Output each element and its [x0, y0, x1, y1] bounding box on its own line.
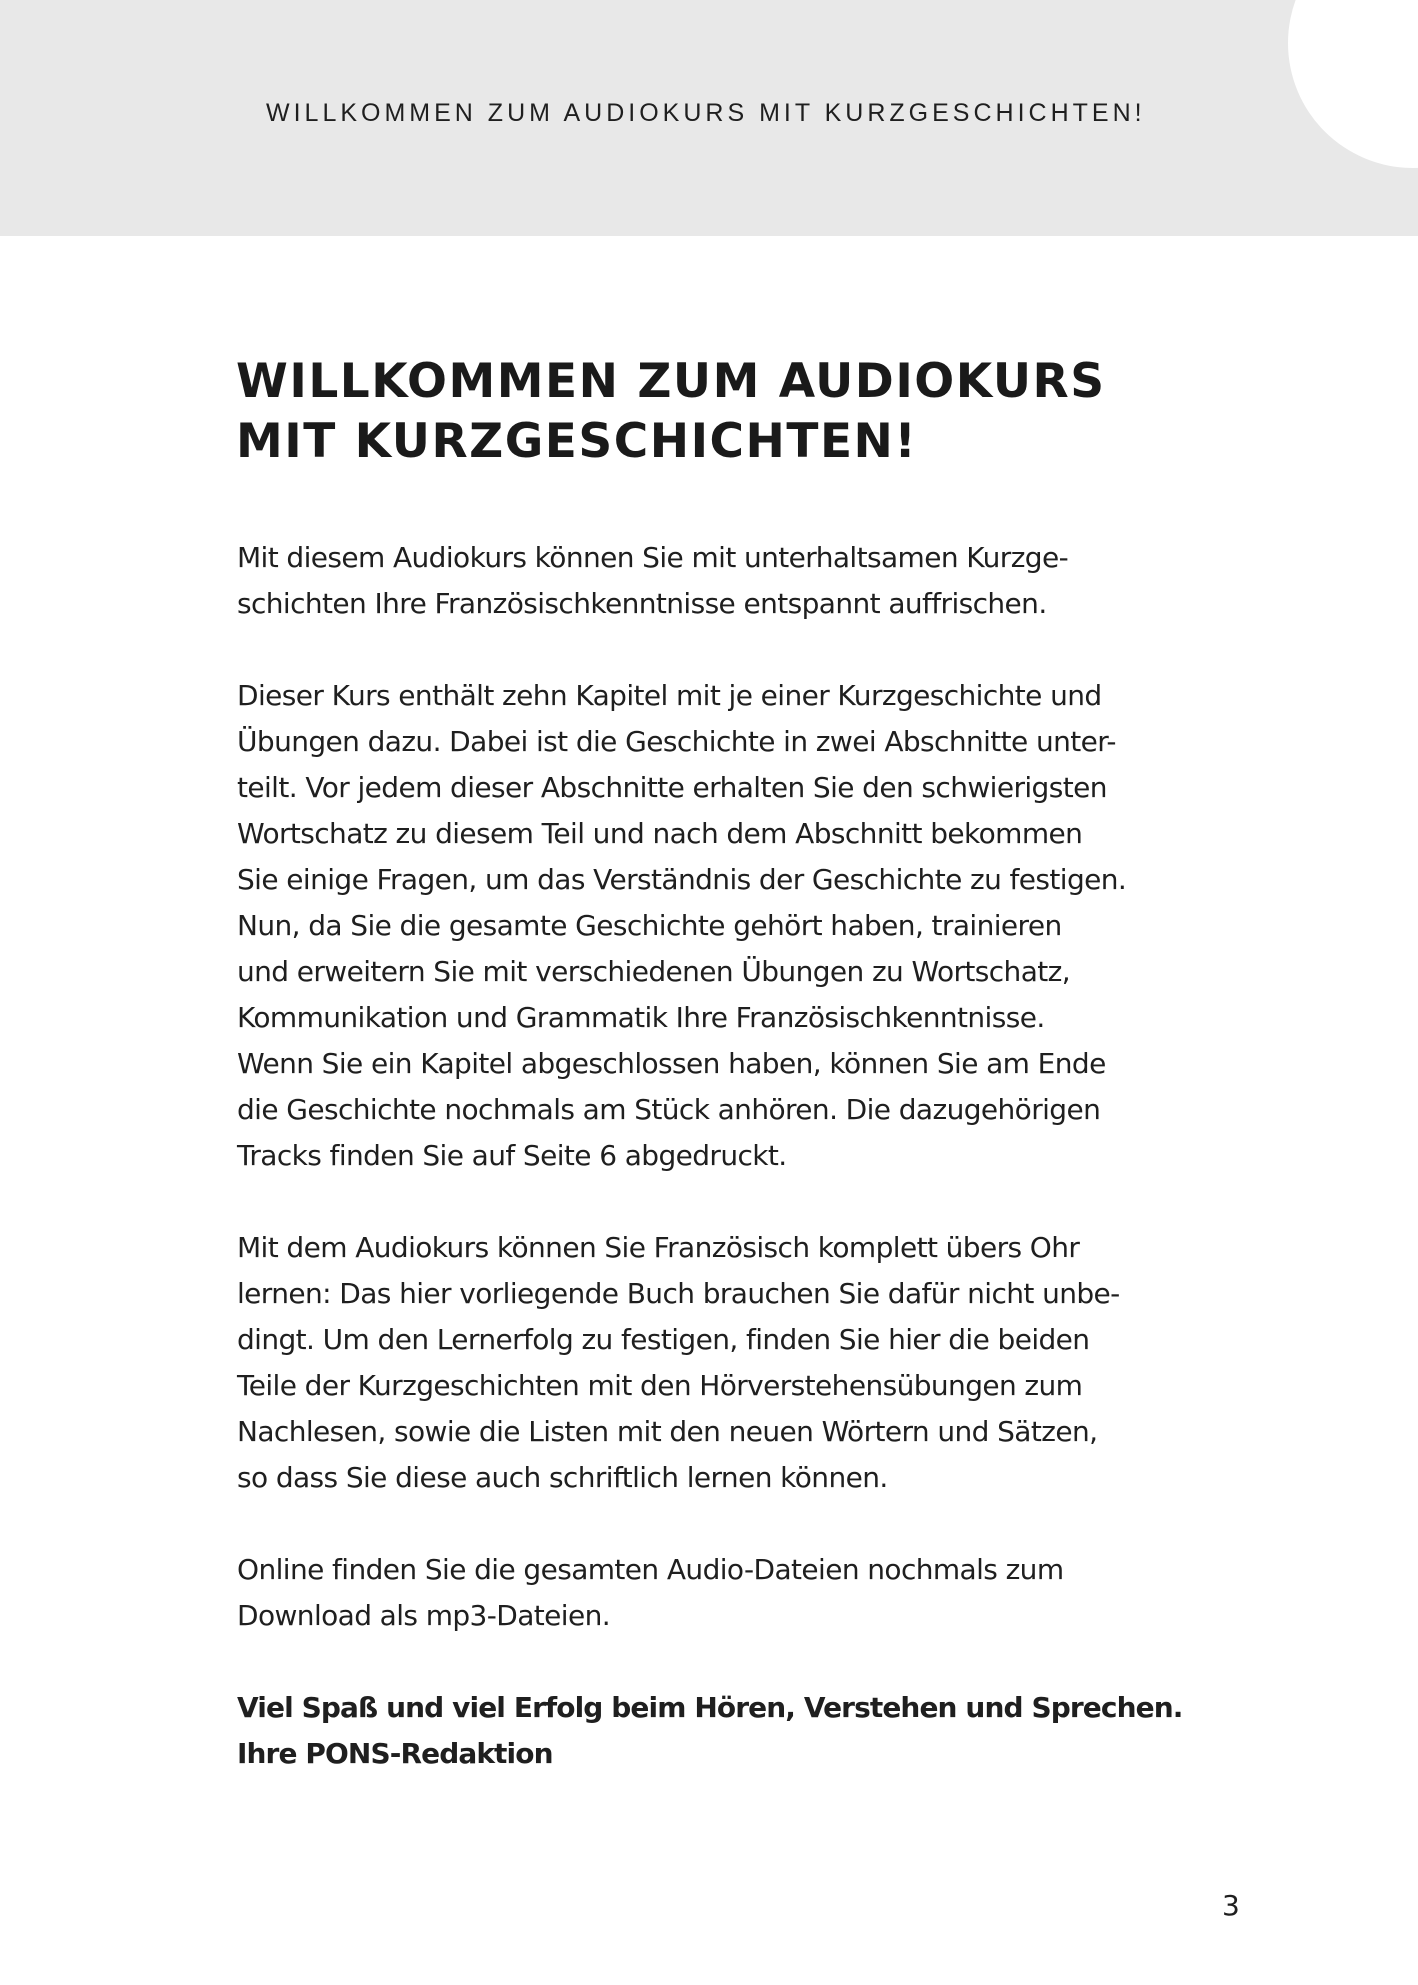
text-line: Dieser Kurs enthält zehn Kapitel mit je einer Kurzgeschichte und — [237, 679, 1102, 712]
page-number: 3 — [1222, 1889, 1240, 1922]
text-line: Nachlesen, sowie die Listen mit den neuen Wörtern und Sätzen, — [237, 1415, 1098, 1448]
running-head: WILLKOMMEN ZUM AUDIOKURS MIT KURZGESCHICHTEN! — [266, 99, 1146, 127]
text-line: Online finden Sie die gesamten Audio-Dateien nochmals zum — [237, 1553, 1064, 1586]
page-title — [236, 352, 1236, 472]
text-line: dingt. Um den Lernerfolg zu festigen, finden Sie hier die beiden — [237, 1323, 1090, 1356]
paragraph-learning-by-ear — [237, 1225, 1237, 1501]
text-line: Sie einige Fragen, um das Verständnis der Geschichte zu festigen. — [237, 863, 1127, 896]
text-line: Mit dem Audiokurs können Sie Französisch komplett übers Ohr — [237, 1231, 1080, 1264]
text-line: Kommunikation und Grammatik Ihre Französischkenntnisse. — [237, 1001, 1045, 1034]
paragraph-intro — [237, 535, 1237, 627]
closing-signature — [237, 1685, 1237, 1777]
text-line: Wortschatz zu diesem Teil und nach dem Abschnitt bekommen — [237, 817, 1083, 850]
page-title-line: WILLKOMMEN ZUM AUDIOKURS — [236, 354, 1106, 409]
text-line: Mit diesem Audiokurs können Sie mit unterhaltsamen Kurzge- — [237, 541, 1069, 574]
text-line: schichten Ihre Französischkenntnisse entspannt auffrischen. — [237, 587, 1047, 620]
body-text — [237, 535, 1237, 1777]
text-line: Wenn Sie ein Kapitel abgeschlossen haben, können Sie am Ende — [237, 1047, 1106, 1080]
text-line: teilt. Vor jedem dieser Abschnitte erhalten Sie den schwierigsten — [237, 771, 1107, 804]
text-line: Download als mp3-Dateien. — [237, 1599, 611, 1632]
paragraph-course-structure — [237, 673, 1237, 1179]
closing-line: Ihre PONS-Redaktion — [237, 1737, 553, 1770]
text-line: die Geschichte nochmals am Stück anhören. Die dazugehörigen — [237, 1093, 1101, 1126]
page-title-line: MIT KURZGESCHICHTEN! — [236, 414, 918, 469]
text-line: Übungen dazu. Dabei ist die Geschichte in zwei Abschnitte unter- — [237, 725, 1116, 758]
text-line: Nun, da Sie die gesamte Geschichte gehört haben, trainieren — [237, 909, 1062, 942]
text-line: so dass Sie diese auch schriftlich lernen können. — [237, 1461, 888, 1494]
header-band — [0, 0, 1418, 236]
text-line: Tracks finden Sie auf Seite 6 abgedruckt. — [237, 1139, 787, 1172]
text-line: und erweitern Sie mit verschiedenen Übungen zu Wortschatz, — [237, 955, 1071, 988]
closing-line: Viel Spaß und viel Erfolg beim Hören, Verstehen und Sprechen. — [237, 1691, 1183, 1724]
text-line: Teile der Kurzgeschichten mit den Hörverstehensübungen zum — [237, 1369, 1083, 1402]
text-line: lernen: Das hier vorliegende Buch brauchen Sie dafür nicht unbe- — [237, 1277, 1120, 1310]
header-circle-decoration — [1288, 0, 1418, 168]
paragraph-online-download — [237, 1547, 1237, 1639]
